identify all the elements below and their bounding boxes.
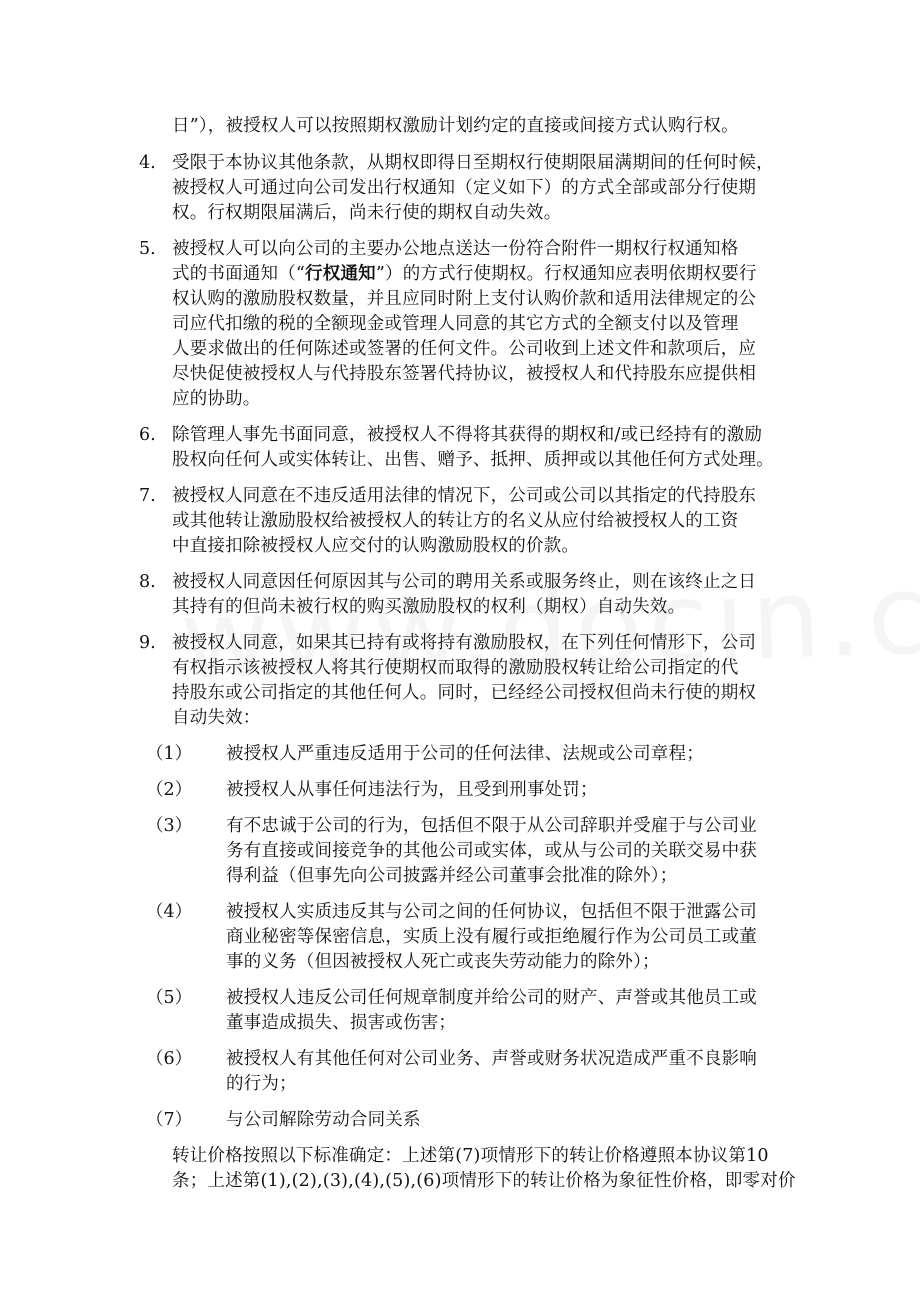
subitem-line: 被授权人严重违反适用于公司的任何法律、法规或公司章程； [226,744,704,764]
intro-line: 日”），被授权人可以按照期权激励计划约定的直接或间接方式认购行权。 [172,116,739,136]
item-line: 人要求做出的任何陈述或签署的任何文件。公司收到上述文件和款项后，应 [172,339,757,359]
item-line: 或其他转让激励股权给被授权人的转让方的名义从应付给被授权人的工资 [172,511,739,531]
item-line: 权认购的激励股权数量，并且应同时附上支付认购价款和适用法律规定的公 [172,289,757,309]
subitem-line: 被授权人违反公司任何规章制度并给公司的财产、声誉或其他员工或 [226,988,757,1008]
defined-term: 行权通知 [305,264,376,284]
subitem-number: （6） [146,1049,193,1069]
item-number: 7. [139,486,156,506]
item-line: 应的协助。 [172,389,261,409]
item-line: 被授权人同意，如果其已持有或将持有激励股权，在下列任何情形下，公司 [172,633,757,653]
item-line: 持股东或公司指定的其他任何人。同时，已经经公司授权但尚未行使的期权 [172,683,757,703]
subitem-number: （2） [146,780,193,800]
subitem-line: 得利益（但事先向公司披露并经公司董事会批准的除外）； [226,866,678,886]
subitem-number: （7） [146,1110,193,1130]
subitem-number: （4） [146,902,193,922]
closing-line: 条；上述第(1),(2),(3),(4),(5),(6)项情形下的转让价格为象征性价格，即零对价 [172,1171,796,1191]
item-line: 司应代扣缴的税的全额现金或管理人同意的其它方式的全额支付以及管理 [172,314,739,334]
item-number: 6. [139,425,156,445]
item-line: 被授权人同意在不违反适用法律的情况下，公司或公司以其指定的代持股东 [172,486,757,506]
subitem-line: 被授权人从事任何违法行为，且受到刑事处罚； [226,780,598,800]
item-line: 除管理人事先书面同意，被授权人不得将其获得的期权和/或已经持有的激励 [172,425,763,445]
subitem-line: 的行为； [226,1074,297,1094]
item-line: 其持有的但尚未被行权的购买激励股权的权利（期权）自动失效。 [172,597,686,617]
subitem-line: 与公司解除劳动合同关系 [226,1110,421,1130]
subitem-line: 被授权人实质违反其与公司之间的任何协议，包括但不限于泄露公司 [226,902,757,922]
item-line: 式的书面通知（“行权通知”）的方式行使期权。行权通知应表明依期权要行 [172,264,757,284]
subitem-number: （5） [146,988,193,1008]
item-line: 被授权人同意因任何原因其与公司的聘用关系或服务终止，则在该终止之日 [172,572,757,592]
subitem-number: （1） [146,744,193,764]
item-line: 股权向任何人或实体转让、出售、赠予、抵押、质押或以其他任何方式处理。 [172,450,774,470]
item-number: 4. [139,153,156,173]
item-line: 权。行权期限届满后，尚未行使的期权自动失效。 [172,203,562,223]
item-line: 中直接扣除被授权人应交付的认购激励股权的价款。 [172,536,580,556]
closing-line: 转让价格按照以下标准确定：上述第(7)项情形下的转让价格遵照本协议第10 [172,1146,769,1166]
item-line: 有权指示该被授权人将其行使期权而取得的激励股权转让给公司指定的代 [172,658,739,678]
item-number: 5. [139,239,156,259]
subitem-line: 被授权人有其他任何对公司业务、声誉或财务状况造成严重不良影响 [226,1049,757,1069]
subitem-line: 事的义务（但因被授权人死亡或丧失劳动能力的除外）； [226,952,660,972]
subitem-line: 有不忠诚于公司的行为，包括但不限于从公司辞职并受雇于与公司业 [226,816,757,836]
subitem-number: （3） [146,816,193,836]
subitem-line: 务有直接或间接竞争的其他公司或实体，或从与公司的关联交易中获 [226,841,757,861]
item-number: 8. [139,572,156,592]
item-line: 尽快促使被授权人与代持股东签署代持协议，被授权人和代持股东应提供相 [172,364,757,384]
item-line: 被授权人可以向公司的主要办公地点送达一份符合附件一期权行权通知格 [172,239,739,259]
item-line: 自动失效： [172,708,261,728]
item-line: 被授权人可通过向公司发出行权通知（定义如下）的方式全部或部分行使期 [172,178,757,198]
item-line: 受限于本协议其他条款，从期权即得日至期权行使期限届满期间的任何时候， [172,153,774,173]
subitem-line: 商业秘密等保密信息，实质上没有履行或拒绝履行作为公司员工或董 [226,927,757,947]
item-number: 9. [139,633,156,653]
subitem-line: 董事造成损失、损害或伤害； [226,1013,457,1033]
